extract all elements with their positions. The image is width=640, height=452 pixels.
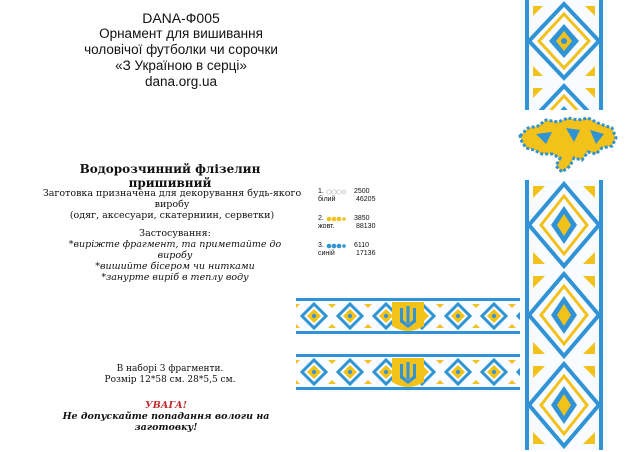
- usage-step-3: *занурте виріб в теплу воду: [101, 272, 249, 283]
- bead-swatch-yellow: [326, 216, 346, 222]
- legend-code-2: 46205: [356, 196, 376, 203]
- ornament-pattern-long: [523, 180, 605, 450]
- warning-title: УВАГА!: [145, 400, 187, 411]
- legend-code: 6110: [354, 242, 370, 249]
- legend-number: 2.: [318, 215, 324, 222]
- trident-icon: [392, 358, 424, 387]
- warning-text: Не допускайте попадання вологи на заготовку!: [62, 411, 270, 433]
- ornament-pattern-band-2: [296, 352, 520, 392]
- website: dana.org.ua: [144, 74, 218, 89]
- legend-color-name: жовт.: [318, 223, 335, 230]
- bead-swatch-white: [326, 189, 346, 195]
- legend-item-blue: [318, 242, 398, 258]
- legend-color-name: синій: [318, 250, 335, 257]
- usage-step-2: *вишийте бісером чи нитками: [95, 261, 255, 272]
- title-block: [56, 10, 306, 90]
- ornament-strip-long: [523, 180, 605, 450]
- legend-code: 3850: [354, 215, 370, 222]
- legend-code-2: 88130: [356, 223, 376, 230]
- legend-item-yellow: [318, 215, 398, 231]
- usage-step-1: *виріжте фрагмент, та приметайте до виробу: [68, 239, 282, 261]
- legend-number: 3.: [318, 242, 324, 249]
- usage-block: [60, 228, 290, 283]
- title-line-2: чоловічої футболки чи сорочки: [84, 42, 278, 57]
- title-line-3: «З Україною в серці»: [115, 58, 247, 73]
- description: [36, 188, 308, 221]
- kit-info: [90, 364, 250, 386]
- trident-icon: [392, 302, 424, 331]
- ukraine-map-icon: [516, 114, 620, 176]
- ornament-pattern-top: [523, 0, 605, 110]
- legend-code: 2500: [354, 188, 370, 195]
- kit-size: Розмір 12*58 см. 28*5,5 см.: [104, 375, 236, 385]
- legend-color-name: білий: [318, 196, 336, 203]
- legend-item-white: [318, 188, 398, 204]
- description-line-1: Заготовка призначена для декорування будь-якого виробу: [42, 188, 302, 210]
- legend-number: 1.: [318, 188, 324, 195]
- ornament-band-2: [296, 352, 520, 392]
- kit-count: В наборі 3 фрагменти.: [116, 364, 224, 374]
- usage-title: Застосування:: [139, 228, 211, 239]
- warning-block: [30, 400, 302, 433]
- legend-code-2: 17136: [356, 250, 376, 257]
- product-code: DANA-Ф005: [142, 10, 220, 26]
- subtitle: Водорозчинний флізелин пришивний: [79, 162, 261, 190]
- bead-swatch-blue: [326, 243, 346, 249]
- ornament-pattern-band-1: [296, 296, 520, 336]
- ornament-band-1: [296, 296, 520, 336]
- description-line-2: (одяг, аксесуари, скатерниин, серветки): [69, 210, 275, 221]
- ornament-strip-top: [523, 0, 605, 110]
- title-line-1: Орнамент для вишивання: [99, 26, 263, 41]
